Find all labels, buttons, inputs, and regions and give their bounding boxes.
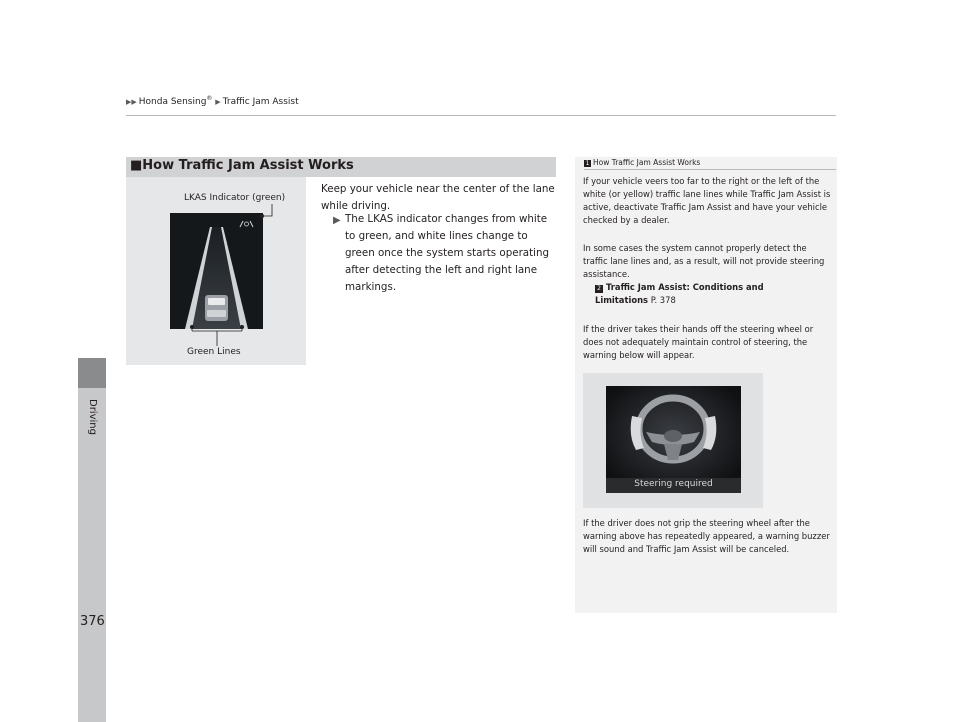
- section-marker-icon: ■: [130, 158, 143, 173]
- reference-arrow-icon: 2: [595, 285, 603, 293]
- warning-display-screen: [606, 386, 741, 493]
- chapter-tab[interactable]: [78, 358, 106, 388]
- reference-title[interactable]: Traffic Jam Assist: Conditions and Limitations: [595, 282, 764, 305]
- note-paragraph: If the driver takes their hands off the steering wheel or does not adequately maintain control of steering, the warning below will appear.: [583, 324, 814, 360]
- result-arrow-icon: ▶: [333, 215, 341, 226]
- green-lines-label: Green Lines: [187, 347, 241, 357]
- lkas-indicator-label: LKAS Indicator (green): [184, 193, 286, 203]
- note-number-icon: 1: [585, 160, 590, 167]
- cross-reference-link[interactable]: [595, 281, 815, 307]
- breadcrumb-arrow-icon: ▶: [215, 98, 221, 106]
- breadcrumb-item-honda-sensing[interactable]: Honda Sensing: [138, 97, 207, 107]
- note-paragraph: In some cases the system cannot properly detect the traffic lane lines and, as a result, will not provide steering assistance.: [583, 243, 825, 279]
- note-paragraph: If the driver does not grip the steering wheel after the warning above has repeatedly appeared, a warning buzzer will sound and Traffic Jam Assist will be canceled.: [583, 518, 830, 554]
- registered-mark: ®: [206, 95, 213, 102]
- steering-wheel-icon: [606, 386, 741, 493]
- section-title: [130, 158, 354, 173]
- header-divider: [126, 115, 836, 116]
- chapter-label: [78, 385, 106, 445]
- breadcrumb-item-traffic-jam-assist[interactable]: Traffic Jam Assist: [222, 97, 299, 107]
- chapter-label-text: Driving: [87, 399, 98, 435]
- warning-caption: Steering required: [634, 479, 713, 489]
- note-heading-text: How Traffic Jam Assist Works: [593, 158, 701, 167]
- breadcrumb-arrow-icon: ▶▶: [126, 98, 137, 106]
- section-title-text: How Traffic Jam Assist Works: [142, 158, 354, 173]
- figure-callout-lines: [186, 204, 278, 350]
- page-number: 376: [80, 614, 105, 629]
- breadcrumb: [126, 95, 299, 107]
- note-divider: [584, 169, 836, 170]
- reference-page[interactable]: P. 378: [650, 295, 676, 305]
- result-paragraph: The LKAS indicator changes from white to green, and white lines change to green once the system starts operating after detecting the left and right lane markings.: [345, 213, 550, 293]
- intro-paragraph: Keep your vehicle near the center of the lane while driving.: [321, 183, 555, 212]
- note-heading: [584, 158, 700, 167]
- note-paragraph: If your vehicle veers too far to the right or the left of the white (or yellow) traffic lane lines while Traffic Jam Assist is active, deactivate Traffic Jam Assist and have your vehicle checked by a dealer.: [583, 176, 831, 225]
